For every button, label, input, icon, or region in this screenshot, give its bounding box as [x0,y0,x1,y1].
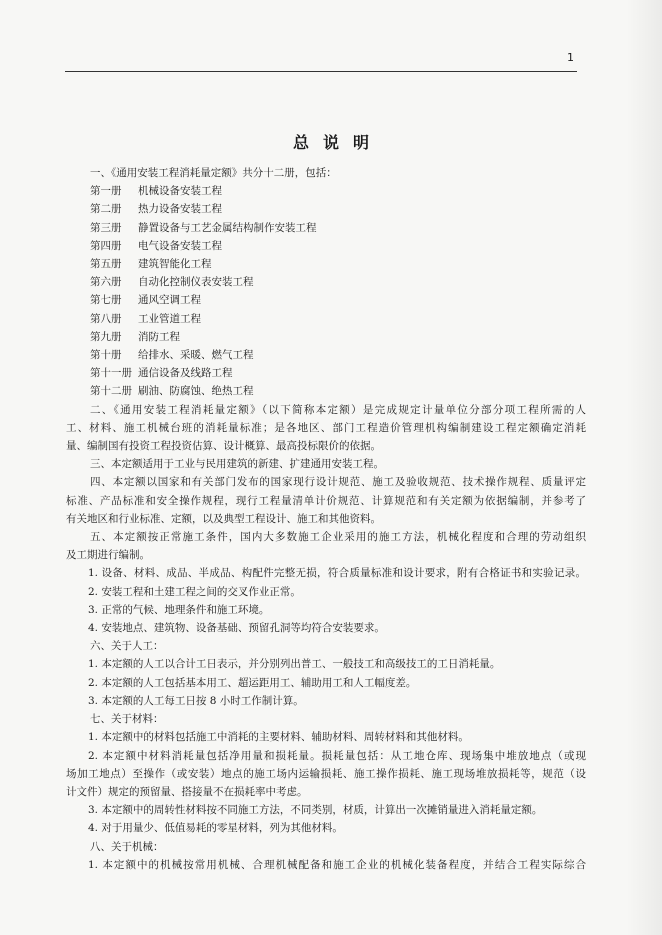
paragraph-line: 1. 设备、材料、成品、半成品、构配件完整无损，符合质量标准和设计要求，附有合格证书和实验记录。 [88,567,586,580]
section-heading: 八、关于机械： [90,840,164,853]
volume-number: 第九册 [90,330,122,343]
section-heading: 七、关于材料： [90,713,164,726]
paragraph-line: 三、本定额适用于工业与民用建筑的新建、扩建通用安装工程。 [90,458,384,471]
paragraph-line: 标准、产品标准和安全操作规程，现行工程量清单计价规范、计算规范和有关定额为依据编制，并参考了 [66,494,586,507]
volume-number: 第五册 [90,258,122,271]
volume-name: 刷油、防腐蚀、绝热工程 [138,385,254,398]
paragraph-line: 1. 本定额中的机械按常用机械、合理机械配备和施工企业的机械化装备程度，并结合工程实际综合 [88,858,586,871]
volume-name: 消防工程 [138,330,180,343]
paragraph-line: 2. 本定额的人工包括基本用工、超运距用工、辅助用工和人工幅度差。 [88,676,417,689]
paragraph-line: 2. 本定额中材料消耗量包括净用量和损耗量。损耗量包括：从工地仓库、现场集中堆放地点（或现 [88,749,586,762]
paragraph-line: 4. 安装地点、建筑物、设备基础、预留孔洞等均符合安装要求。 [88,622,385,635]
volume-name: 静置设备与工艺金属结构制作安装工程 [138,221,317,234]
volume-number: 第二册 [90,203,122,216]
paragraph-line: 及工期进行编制。 [66,549,150,562]
paragraph-line: 工、材料、施工机械台班的消耗量标准；是各地区、部门工程造价管理机构编制建设工程定额确定消耗 [66,421,586,434]
volume-list [66,182,586,400]
paragraph-line: 四、本定额以国家和有关部门发布的国家现行设计规范、施工及验收规范、技术操作规程、质量评定 [90,476,586,489]
paragraph-line: 量、编制国有投资工程投资估算、设计概算、最高投标限价的依据。 [66,440,381,453]
paragraph-line: 3. 正常的气候、地理条件和施工环境。 [88,603,270,616]
volume-item [66,200,586,218]
paragraph-line: 2. 安装工程和土建工程之间的交叉作业正常。 [88,585,301,598]
page-title: 总说明 [292,133,383,152]
body-text [66,164,586,874]
volume-number: 第七册 [90,294,122,307]
paragraph-line: 场加工地点）至操作（或安装）地点的施工场内运输损耗、施工操作损耗、施工现场堆放损耗等，规范（设 [66,767,586,780]
intro-paragraph: 一、《通用安装工程消耗量定额》共分十二册，包括： [90,167,337,179]
volume-item [66,219,586,237]
paragraph-line: 计文件）规定的预留量、搭接量不在损耗率中考虑。 [66,785,308,798]
paragraph-line: 3. 本定额中的周转性材料按不同施工方法，不同类别，材质，计算出一次摊销量进入消耗量定额。 [88,804,543,817]
volume-number: 第十册 [90,349,122,362]
volume-number: 第一册 [90,185,122,198]
paragraph-line: 二、《通用安装工程消耗量定额》（以下简称本定额）是完成规定计量单位分部分项工程所需的人 [90,403,586,416]
paragraph-line: 1. 本定额的人工以合计工日表示，并分别列出普工、一般技工和高级技工的工日消耗量。 [88,658,501,671]
volume-name: 自动化控制仪表安装工程 [138,276,254,289]
page-number: 1 [567,51,574,64]
volume-number: 第六册 [90,276,122,289]
volume-item [66,364,586,382]
paragraph-line: 五、本定额按正常施工条件，国内大多数施工企业采用的施工方法，机械化程度和合理的劳动组织 [90,531,586,544]
paragraph-line: 有关地区和行业标准、定额，以及典型工程设计、施工和其他资料。 [66,512,381,525]
volume-name: 建筑智能化工程 [138,258,212,271]
volume-item [66,310,586,328]
volume-name: 通信设备及线路工程 [138,367,233,380]
volume-item [66,346,586,364]
paragraph-line: 3. 本定额的人工每工日按 8 小时工作制计算。 [88,694,304,707]
volume-number: 第十二册 [90,385,132,398]
paragraph-line: 1. 本定额中的材料包括施工中消耗的主要材料、辅助材料、周转材料和其他材料。 [88,731,469,744]
header-rule [65,71,577,72]
volume-number: 第十一册 [90,367,132,380]
volume-name: 机械设备安装工程 [138,185,222,198]
volume-item [66,273,586,291]
volume-name: 工业管道工程 [138,312,201,325]
volume-name: 通风空调工程 [138,294,201,307]
volume-item [66,237,586,255]
volume-item [66,328,586,346]
volume-number: 第三册 [90,221,122,234]
volume-number: 第八册 [90,312,122,325]
section-heading: 六、关于人工： [90,640,164,653]
volume-name: 给排水、采暖、燃气工程 [138,349,254,362]
volume-item [66,291,586,309]
volume-name: 电气设备安装工程 [138,239,222,252]
volume-name: 热力设备安装工程 [138,203,222,216]
volume-number: 第四册 [90,239,122,252]
volume-item [66,382,586,400]
paragraph-line: 4. 对于用量少、低值易耗的零星材料，列为其他材料。 [88,822,343,835]
volume-item [66,182,586,200]
volume-item [66,255,586,273]
